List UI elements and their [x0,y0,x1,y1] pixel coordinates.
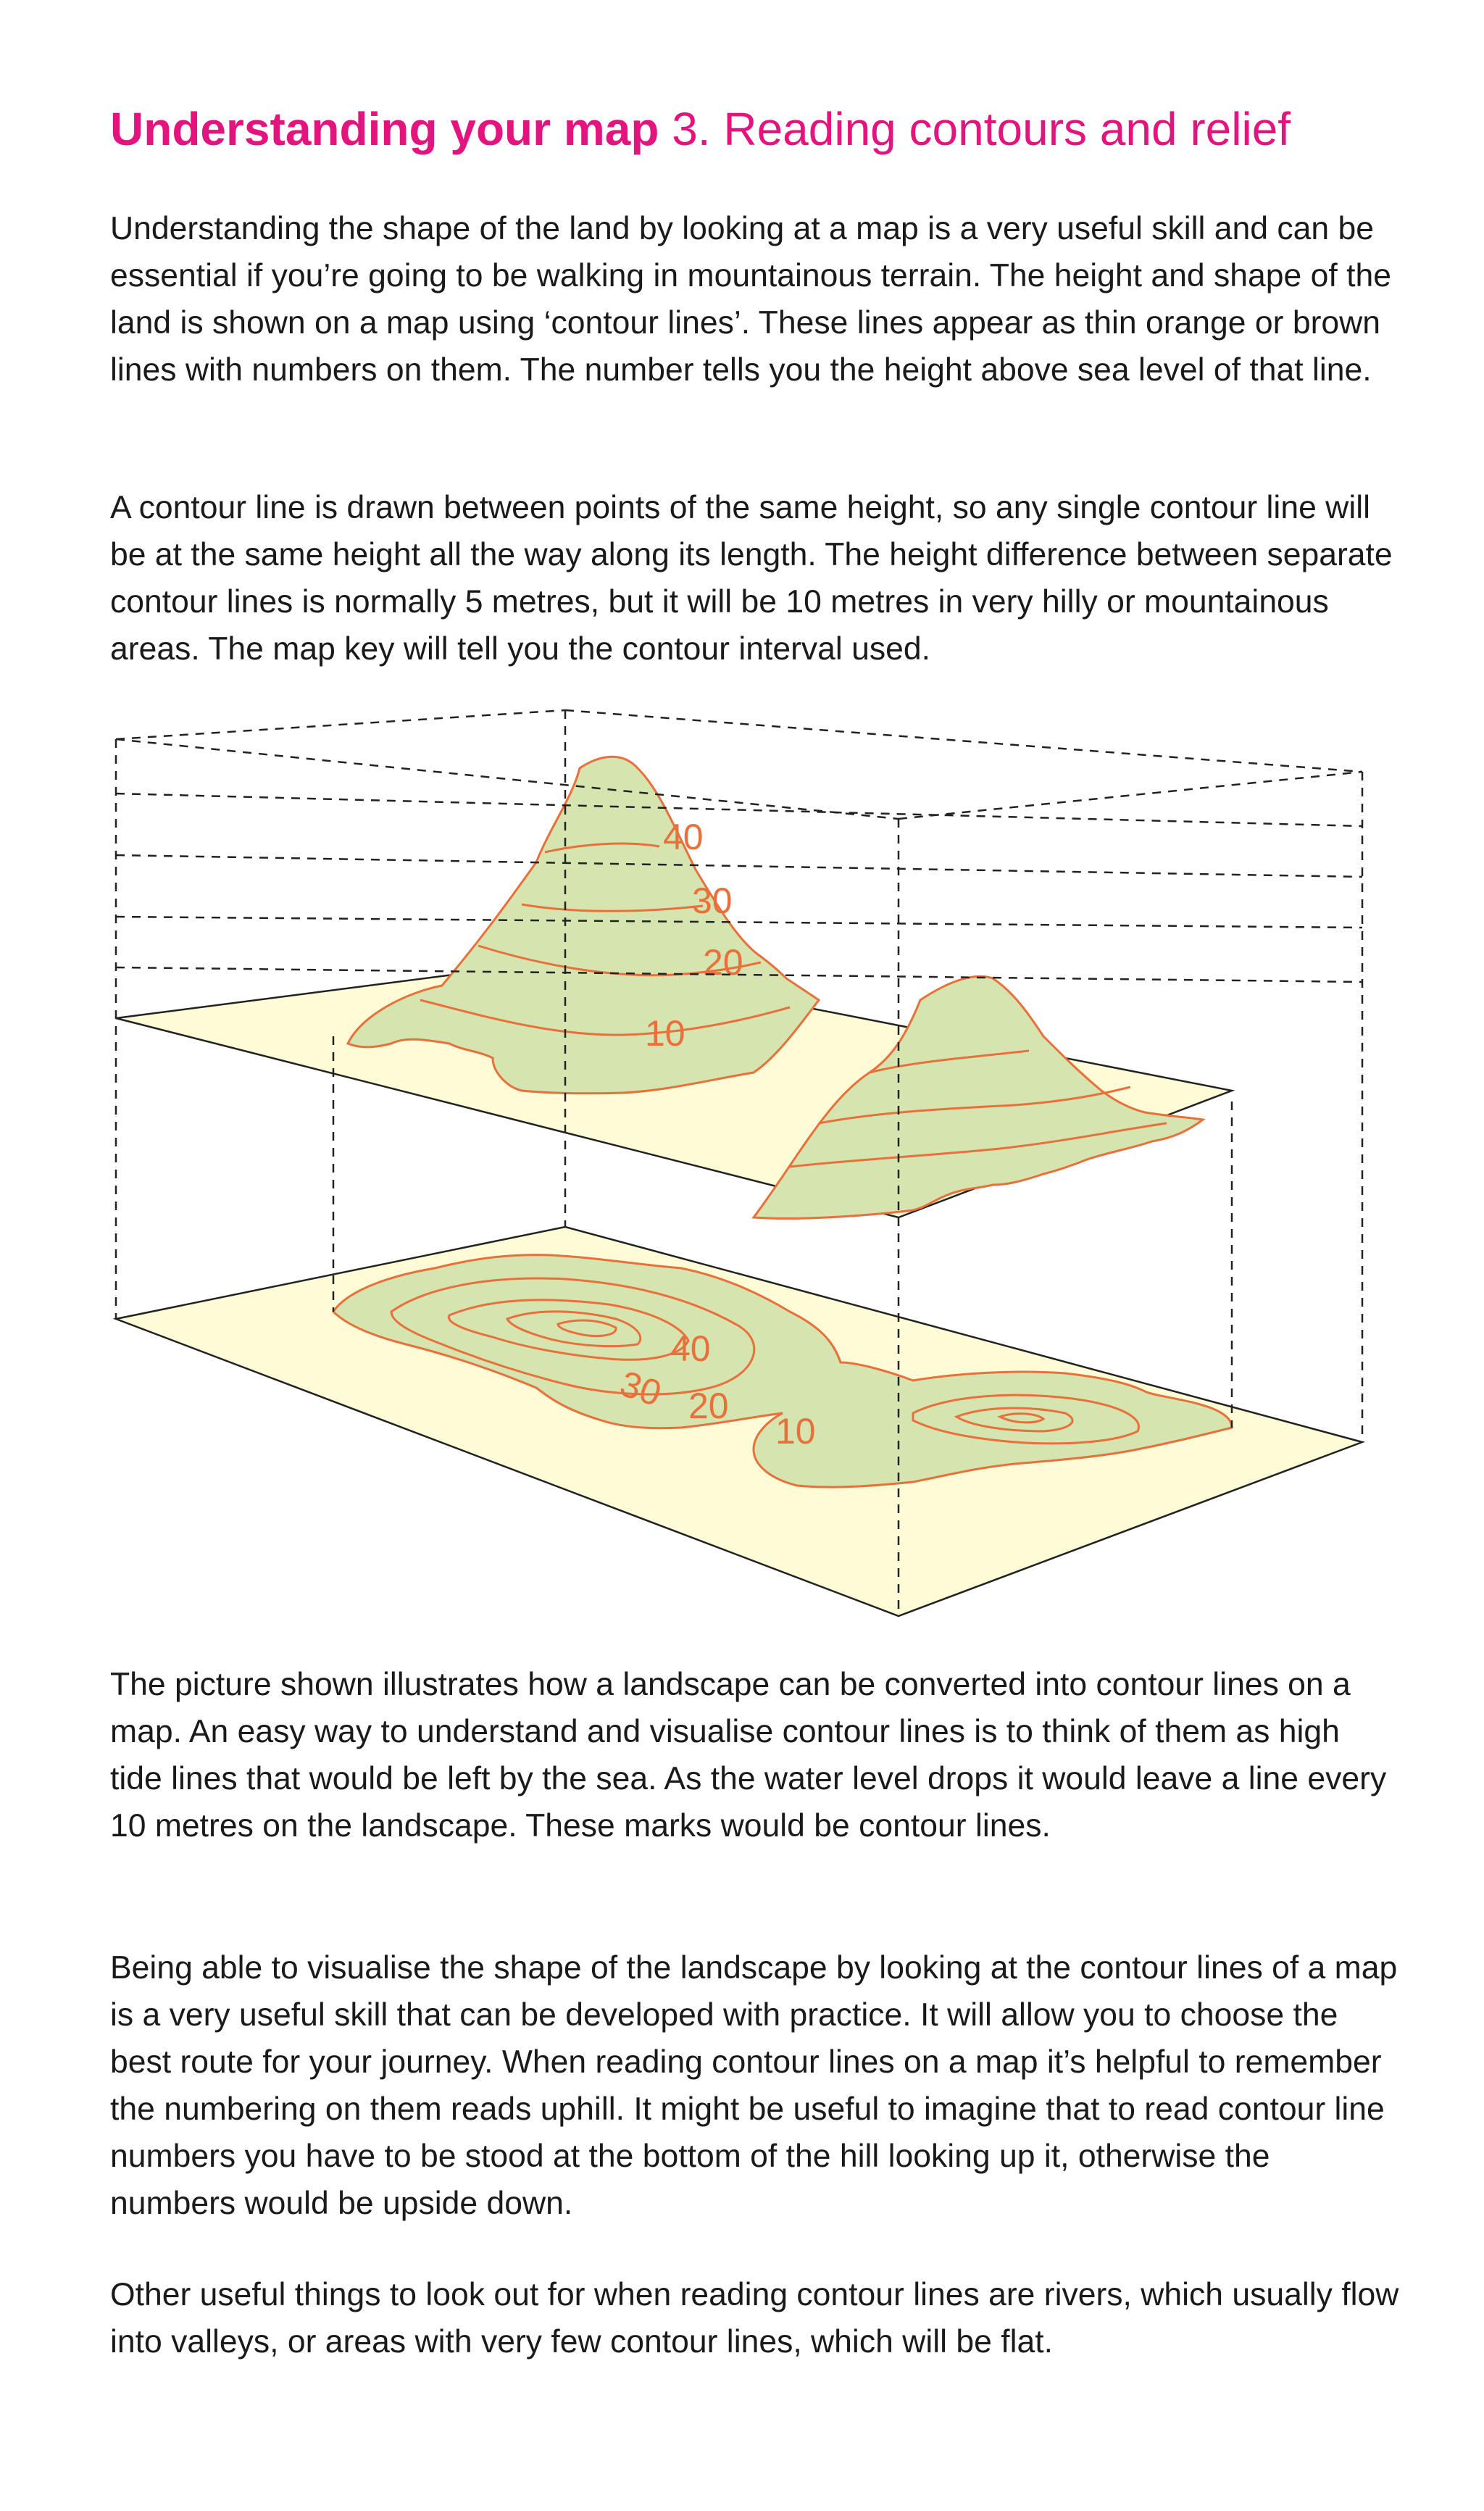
other-things-paragraph: Other useful things to look out for when reading contour lines are rivers, which usually flow into valleys, or areas with very few contour lines, which will be flat. [110,2277,1399,2360]
landscape-label-40: 40 [663,817,704,857]
landscape-label-20: 20 [703,942,743,983]
landscape-label-10: 10 [645,1013,685,1054]
map-label-10: 10 [775,1411,816,1452]
map-label-30: 30 [615,1362,667,1415]
page-title [110,100,1472,158]
explanation-paragraph: The picture shown illustrates how a landscape can be converted into contour lines on a map. An easy way to understand and visualise contour lines is to think of them as high tide lines that would be left by the sea. As the water level drops it would leave a line every 10 metres on the landscape. These marks would be contour lines. [110,1667,1387,1844]
contour-illustration [101,696,1377,1631]
contour-diagram-svg [101,696,1377,1631]
map-label-40: 40 [670,1328,711,1369]
intro-paragraph: Understanding the shape of the land by looking at a map is a very useful skill and can be essential if you’re going to be walking in mountainous terrain. The height and shape of the land is shown on a map using ‘contour lines’. These lines appear as thin orange or brown lines with numbers on them. The number tells you the height above sea level of that line. [110,211,1391,388]
title-bold: Understanding your map [110,103,659,155]
landscape-label-30: 30 [692,880,733,921]
contour-definition-paragraph: A contour line is drawn between points of the same height, so any single contour line will be at the same height all the way along its length. The height difference between separate contour lines is normally 5 metres, but it will be 10 metres in very hilly or mountainous areas. The map key will tell you the contour interval used. [110,490,1393,667]
title-subtitle: 3. Reading contours and relief [672,103,1291,155]
visualise-paragraph: Being able to visualise the shape of the landscape by looking at the contour lines of a map is a very useful skill that can be developed with practice. It will allow you to choose the best route for your journey. When reading contour lines on a map it’s helpful to remember the numbering on them reads uphill. It might be useful to imagine that to read contour line numbers you have to be stood at the bottom of the hill looking up it, otherwise the numbers would be upside down. [110,1950,1398,2221]
map-label-20: 20 [688,1386,729,1426]
